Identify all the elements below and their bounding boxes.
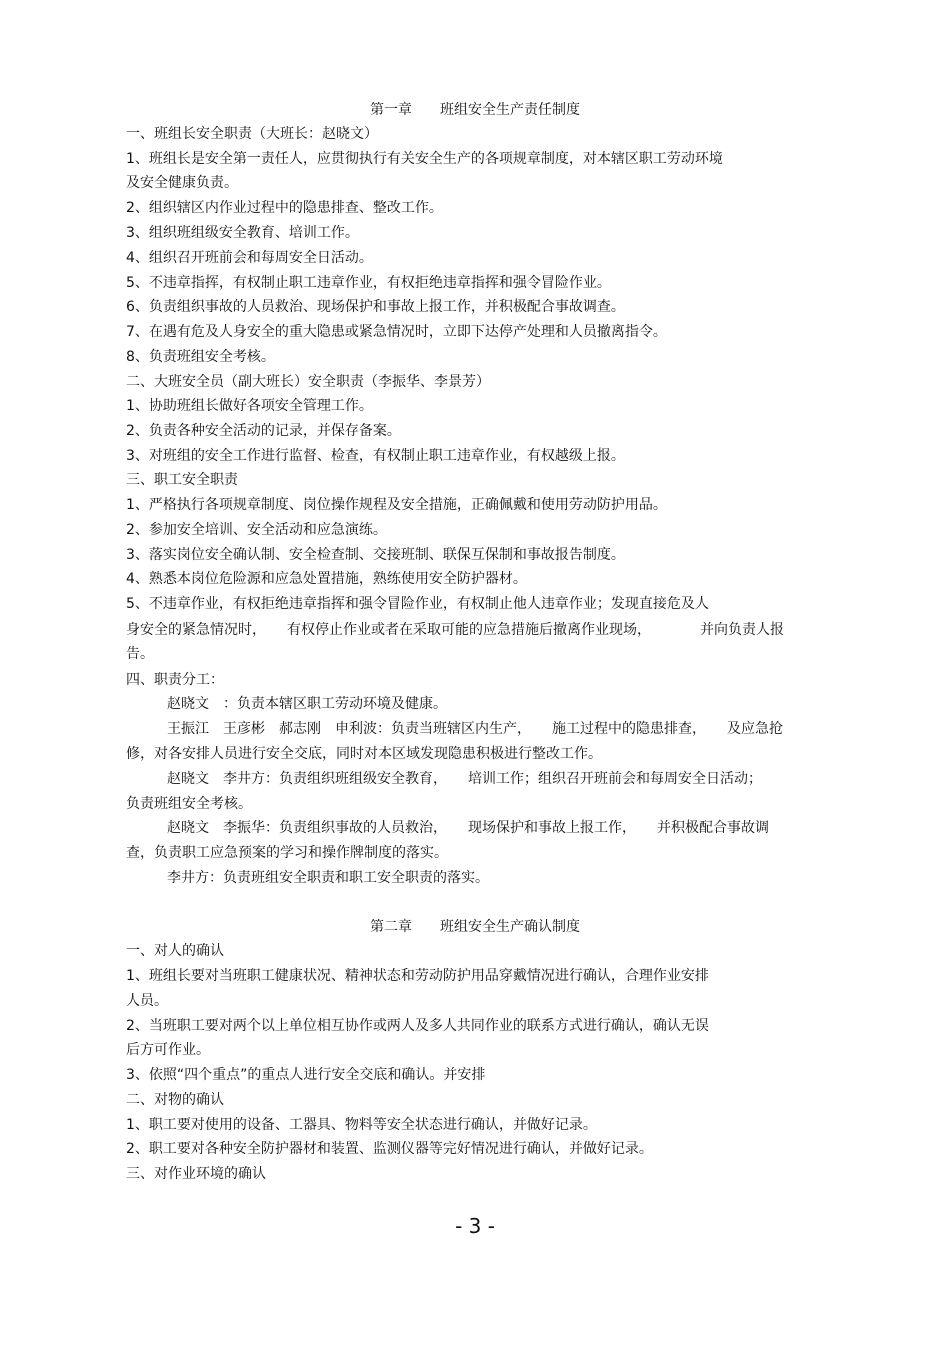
- section-heading: 二、对物的确认: [126, 1092, 224, 1108]
- paragraph-line: 6、负责组织事故的人员救治、现场保护和事故上报工作，并积极配合事故调查。: [126, 299, 625, 315]
- paragraph-line: 赵晓文 李井方：负责组织班组级安全教育， 培训工作；组织召开班前会和每周安全日活动；: [167, 771, 762, 787]
- paragraph-line: 李井方：负责班组安全职责和职工安全职责的落实。: [167, 870, 489, 886]
- paragraph-line: 5、不违章指挥，有权制止职工违章作业，有权拒绝违章指挥和强令冒险作业。: [126, 275, 611, 291]
- paragraph-line: 身安全的紧急情况时， 有权停止作业或者在采取可能的应急措施后撤离作业现场， 并向负责人报: [126, 622, 784, 638]
- paragraph-line: 赵晓文 李振华：负责组织事故的人员救治， 现场保护和事故上报工作， 并积极配合事故调: [167, 820, 769, 836]
- paragraph-line: 5、不违章作业，有权拒绝违章指挥和强令冒险作业，有权制止他人违章作业；发现直接危及人: [126, 596, 709, 612]
- paragraph-line: 告。: [126, 646, 154, 662]
- section-heading: 四、职责分工：: [126, 672, 224, 688]
- section-heading: 三、职工安全职责: [126, 472, 238, 488]
- paragraph-line: 1、严格执行各项规章制度、岗位操作规程及安全措施，正确佩戴和使用劳动防护用品。: [126, 497, 667, 513]
- chapter-1-title: 第一章 班组安全生产责任制度: [370, 102, 580, 118]
- paragraph-line: 3、对班组的安全工作进行监督、检查，有权制止职工违章作业，有权越级上报。: [126, 448, 625, 464]
- paragraph-line: 7、在遇有危及人身安全的重大隐患或紧急情况时，立即下达停产处理和人员撤离指令。: [126, 324, 667, 340]
- chapter-2-title: 第二章 班组安全生产确认制度: [370, 919, 580, 935]
- paragraph-line: 2、组织辖区内作业过程中的隐患排查、整改工作。: [126, 200, 443, 216]
- paragraph-line: 及安全健康负责。: [126, 175, 238, 191]
- paragraph-line: 修，对各安排人员进行安全交底，同时对本区域发现隐患积极进行整改工作。: [126, 746, 602, 762]
- paragraph-line: 8、负责班组安全考核。: [126, 349, 275, 365]
- section-heading: 二、大班安全员（副大班长）安全职责（李振华、李景芳）: [126, 374, 490, 390]
- paragraph-line: 4、组织召开班前会和每周安全日活动。: [126, 250, 373, 266]
- paragraph-line: 4、熟悉本岗位危险源和应急处置措施，熟练使用安全防护器材。: [126, 571, 527, 587]
- paragraph-line: 2、职工要对各种安全防护器材和装置、监测仪器等完好情况进行确认，并做好记录。: [126, 1141, 653, 1157]
- paragraph-line: 赵晓文 ：负责本辖区职工劳动环境及健康。: [167, 696, 447, 712]
- page-number: - 3 -: [455, 1214, 495, 1238]
- paragraph-line: 1、职工要对使用的设备、工器具、物料等安全状态进行确认，并做好记录。: [126, 1117, 597, 1133]
- paragraph-line: 2、负责各种安全活动的记录，并保存备案。: [126, 423, 401, 439]
- section-heading: 一、班组长安全职责（大班长：赵晓文）: [126, 126, 378, 142]
- paragraph-line: 3、组织班组级安全教育、培训工作。: [126, 225, 359, 241]
- paragraph-line: 3、依照“四个重点”的重点人进行安全交底和确认。并安排: [126, 1067, 486, 1083]
- paragraph-line: 1、班组长要对当班职工健康状况、精神状态和劳动防护用品穿戴情况进行确认，合理作业安排: [126, 968, 709, 984]
- paragraph-line: 王振江 王彦彬 郝志刚 申利波：负责当班辖区内生产， 施工过程中的隐患排查， 及应急抢: [167, 721, 783, 737]
- paragraph-line: 1、协助班组长做好各项安全管理工作。: [126, 398, 373, 414]
- paragraph-line: 2、参加安全培训、安全活动和应急演练。: [126, 522, 387, 538]
- paragraph-line: 2、当班职工要对两个以上单位相互协作或两人及多人共同作业的联系方式进行确认，确认无误: [126, 1018, 709, 1034]
- section-heading: 三、对作业环境的确认: [126, 1166, 266, 1182]
- paragraph-line: 后方可作业。: [126, 1042, 210, 1058]
- paragraph-line: 人员。: [126, 993, 168, 1009]
- paragraph-line: 1、班组长是安全第一责任人，应贯彻执行有关安全生产的各项规章制度，对本辖区职工劳动环境: [126, 151, 723, 167]
- paragraph-line: 3、落实岗位安全确认制、安全检查制、交接班制、联保互保制和事故报告制度。: [126, 547, 625, 563]
- paragraph-line: 负责班组安全考核。: [126, 796, 252, 812]
- paragraph-line: 查，负责职工应急预案的学习和操作牌制度的落实。: [126, 845, 448, 861]
- section-heading: 一、对人的确认: [126, 943, 224, 959]
